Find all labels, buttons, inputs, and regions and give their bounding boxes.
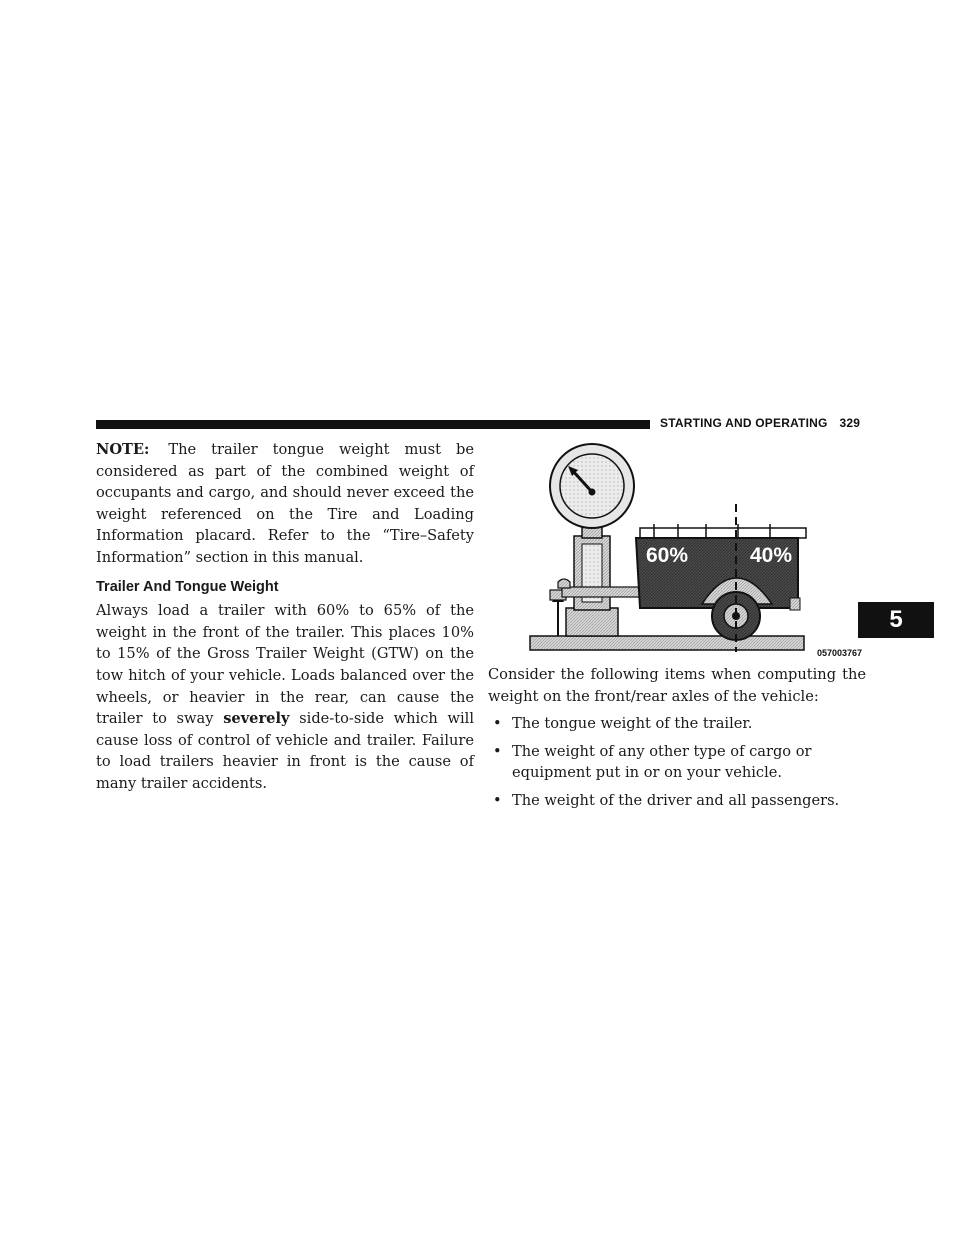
front-weight-percent: 60% xyxy=(646,544,689,567)
section-title: STARTING AND OPERATING xyxy=(660,416,828,430)
ground-strip xyxy=(530,636,804,650)
note-text: The trailer tongue weight must be considered as part of the combined weight of occupants and cargo, and should never exceed the weight referenced on the Tire and Loading Information placard. Refer to the “Tire–Safety Information” section in this manual. xyxy=(96,441,474,566)
list-item-text: The tongue weight of the trailer. xyxy=(512,715,753,733)
list-item-text: The weight of the driver and all passengers. xyxy=(512,791,840,809)
consider-intro: Consider the following items when computing the weight on the front/rear axles of the vehicle: xyxy=(488,666,866,705)
consider-list xyxy=(488,713,866,811)
bullet-glyph: • xyxy=(493,715,502,733)
chapter-tab: 5 xyxy=(858,602,934,638)
list-item-text: The weight of any other type of cargo or equipment put in or on your vehicle. xyxy=(512,742,812,782)
page-number: 329 xyxy=(839,416,861,430)
rear-weight-percent: 40% xyxy=(750,544,793,567)
trailer-tongue xyxy=(562,587,644,597)
body-text-bold: severely xyxy=(223,710,290,728)
list-item xyxy=(488,741,866,784)
left-column xyxy=(96,439,474,795)
gauge-hub xyxy=(589,489,596,496)
trailer-scale-illustration xyxy=(528,440,866,662)
bullet-glyph: • xyxy=(493,742,502,760)
right-column xyxy=(488,664,866,818)
body-text-after: side-to-side which will cause loss of control of vehicle and trailer. Failure to load trailers heavier in front is the cause of many trailer accidents. xyxy=(96,710,475,792)
body-paragraph xyxy=(96,600,474,794)
scale-base xyxy=(566,608,618,636)
list-item xyxy=(488,713,866,735)
body-text-before: Always load a trailer with 60% to 65% of the weight in the front of the trailer. This places 10% to 15% of the Gross Trailer Weight (GTW) on the tow hitch of your vehicle. Loads balanced over the wheels, or heavier in the rear, can cause the trailer to sway xyxy=(96,602,474,728)
running-header xyxy=(660,416,860,430)
trailer-rail xyxy=(640,528,806,538)
trailer-weight-figure xyxy=(528,440,866,662)
note-label: NOTE: xyxy=(96,441,150,458)
hitch-coupler xyxy=(558,579,570,588)
note-paragraph xyxy=(96,439,474,569)
bullet-glyph: • xyxy=(493,791,502,809)
scale-dial xyxy=(560,454,624,518)
list-item xyxy=(488,790,866,812)
section-heading: Trailer And Tongue Weight xyxy=(96,578,279,595)
figure-id: 057003767 xyxy=(816,648,862,658)
header-rule xyxy=(96,420,650,429)
